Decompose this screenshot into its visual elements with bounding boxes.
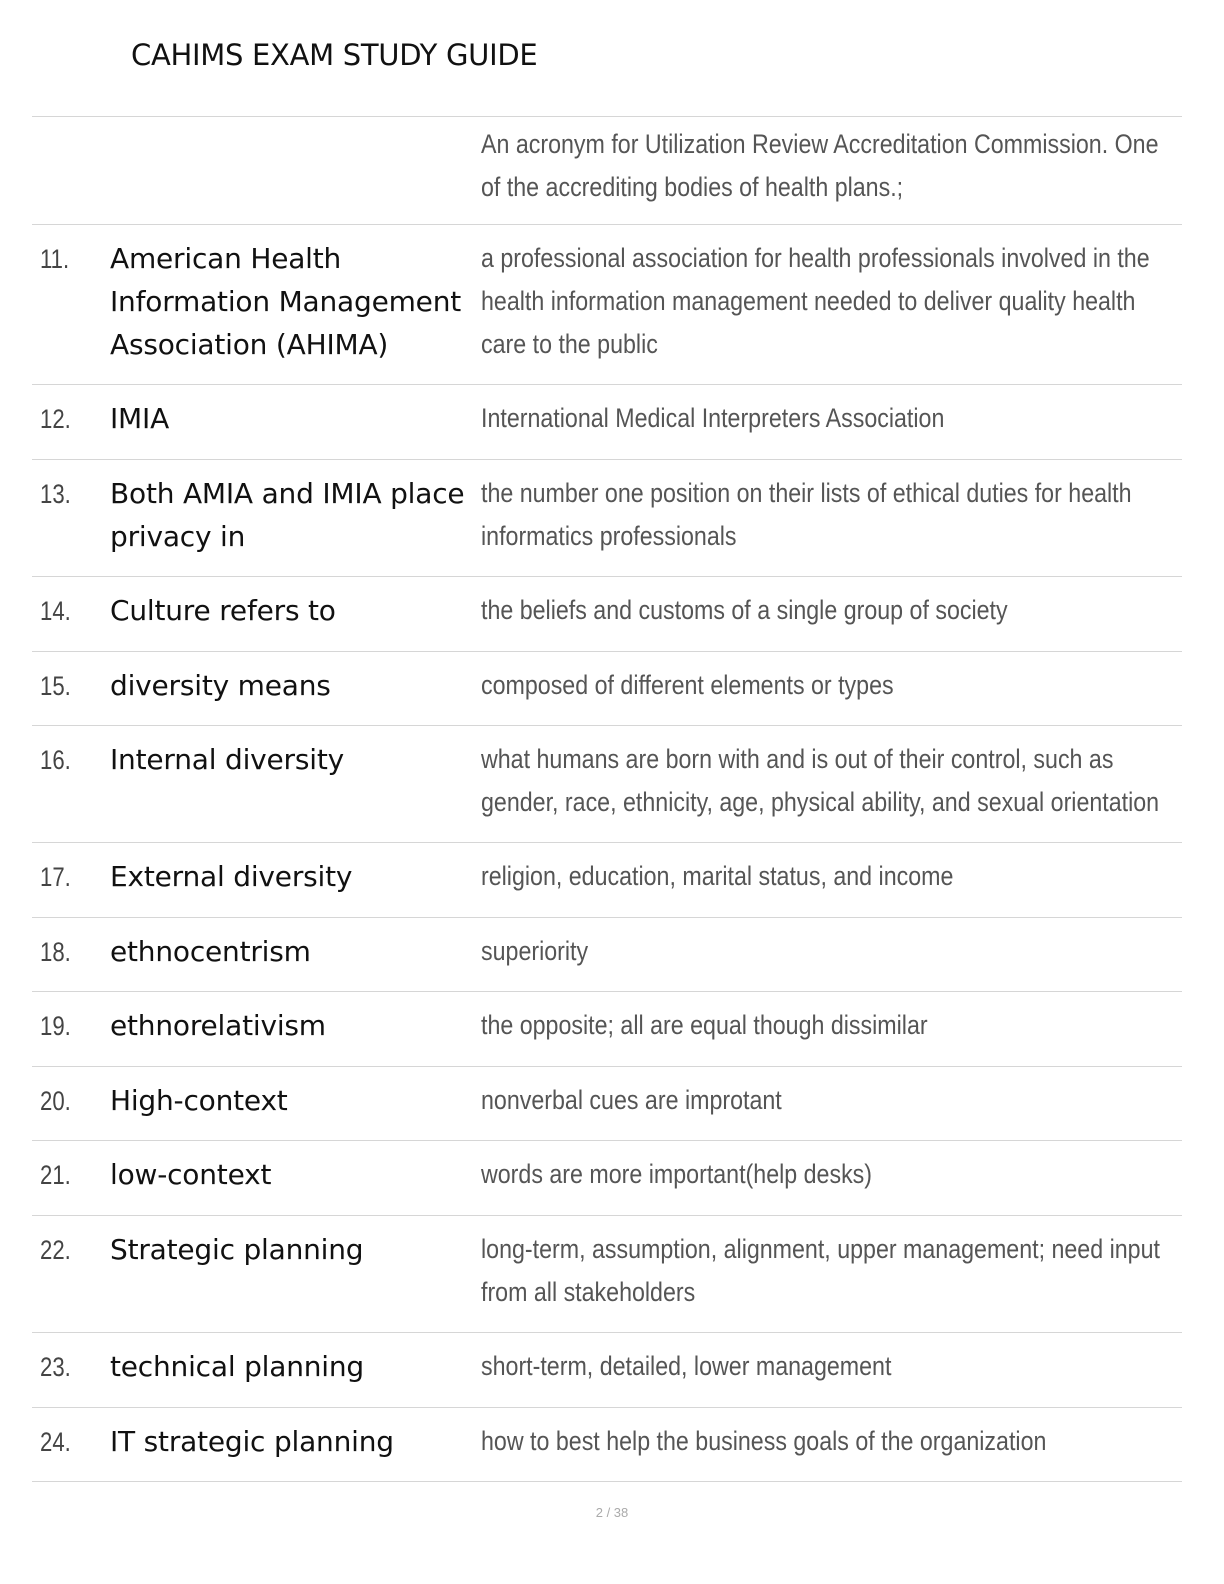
flashcard-definition: nonverbal cues are improtant [481, 1085, 782, 1115]
flashcard-row [32, 385, 1182, 460]
flashcard-definition: what humans are born with and is out of their control, such as gender, race, ethnicity, age, physical ability, and sexual orientation [481, 744, 1160, 817]
flashcard-number: 19. [40, 1011, 71, 1041]
flashcard-definition: composed of different elements or types [481, 670, 894, 700]
flashcard-row [32, 460, 1182, 577]
flashcard-definition: An acronym for Utilization Review Accreditation Commission. One of the accrediting bodies of health plans.; [481, 129, 1159, 202]
flashcard-definition: a professional association for health professionals involved in the health information management needed to deliver quality health care to the public [481, 243, 1150, 359]
flashcard-row [32, 1333, 1182, 1408]
flashcard-number: 21. [40, 1160, 71, 1190]
flashcard-row [32, 117, 1182, 225]
flashcard-number: 17. [40, 862, 71, 892]
flashcard-number: 13. [40, 479, 71, 509]
flashcard-term: ethnorelativism [110, 1009, 326, 1042]
flashcard-definition: short-term, detailed, lower management [481, 1351, 892, 1381]
flashcard-definition: the number one position on their lists of ethical duties for health informatics professionals [481, 478, 1132, 551]
flashcard-definition: how to best help the business goals of the organization [481, 1426, 1047, 1456]
flashcard-definition: superiority [481, 936, 589, 966]
flashcard-row [32, 577, 1182, 652]
flashcard-row [32, 726, 1182, 843]
flashcard-row [32, 1141, 1182, 1216]
flashcard-term: Both AMIA and IMIA place privacy in [110, 477, 465, 553]
document-title: CAHIMS EXAM STUDY GUIDE [131, 38, 538, 72]
flashcard-definition: long-term, assumption, alignment, upper management; need input from all stakeholders [481, 1234, 1160, 1307]
flashcard-number: 15. [40, 671, 71, 701]
flashcard-term: IT strategic planning [110, 1425, 394, 1458]
flashcard-table [32, 116, 1182, 1482]
flashcard-row [32, 1408, 1182, 1482]
flashcard-number: 18. [40, 937, 71, 967]
flashcard-term: High-context [110, 1084, 288, 1117]
flashcard-number: 12. [40, 404, 71, 434]
flashcard-term: ethnocentrism [110, 935, 311, 968]
flashcard-definition: words are more important(help desks) [481, 1159, 873, 1189]
page-number: 2 / 38 [595, 1505, 629, 1520]
flashcard-term: technical planning [110, 1350, 365, 1383]
flashcard-number: 20. [40, 1086, 71, 1116]
flashcard-row [32, 225, 1182, 385]
flashcard-number: 11. [40, 244, 70, 274]
flashcard-number: 23. [40, 1352, 71, 1382]
flashcard-row [32, 1216, 1182, 1333]
flashcard-definition: religion, education, marital status, and income [481, 861, 954, 891]
flashcard-term: Culture refers to [110, 594, 336, 627]
flashcard-definition: the beliefs and customs of a single group of society [481, 595, 1008, 625]
flashcard-row [32, 918, 1182, 992]
flashcard-term: External diversity [110, 860, 353, 893]
flashcard-definition: International Medical Interpreters Association [481, 403, 945, 433]
flashcard-row [32, 843, 1182, 918]
flashcard-number: 24. [40, 1427, 71, 1457]
flashcard-definition: the opposite; all are equal though dissimilar [481, 1010, 928, 1040]
flashcard-term: Strategic planning [110, 1233, 364, 1266]
flashcard-number: 22. [40, 1235, 71, 1265]
flashcard-term: Internal diversity [110, 743, 344, 776]
flashcard-term: American Health Information Management Association (AHIMA) [110, 242, 462, 361]
flashcard-term: diversity means [110, 669, 331, 702]
flashcard-number: 16. [40, 745, 71, 775]
flashcard-row [32, 652, 1182, 726]
flashcard-term: IMIA [110, 402, 170, 435]
flashcard-number: 14. [40, 596, 71, 626]
flashcard-term: low-context [110, 1158, 272, 1191]
flashcard-row [32, 1067, 1182, 1141]
flashcard-row [32, 992, 1182, 1067]
